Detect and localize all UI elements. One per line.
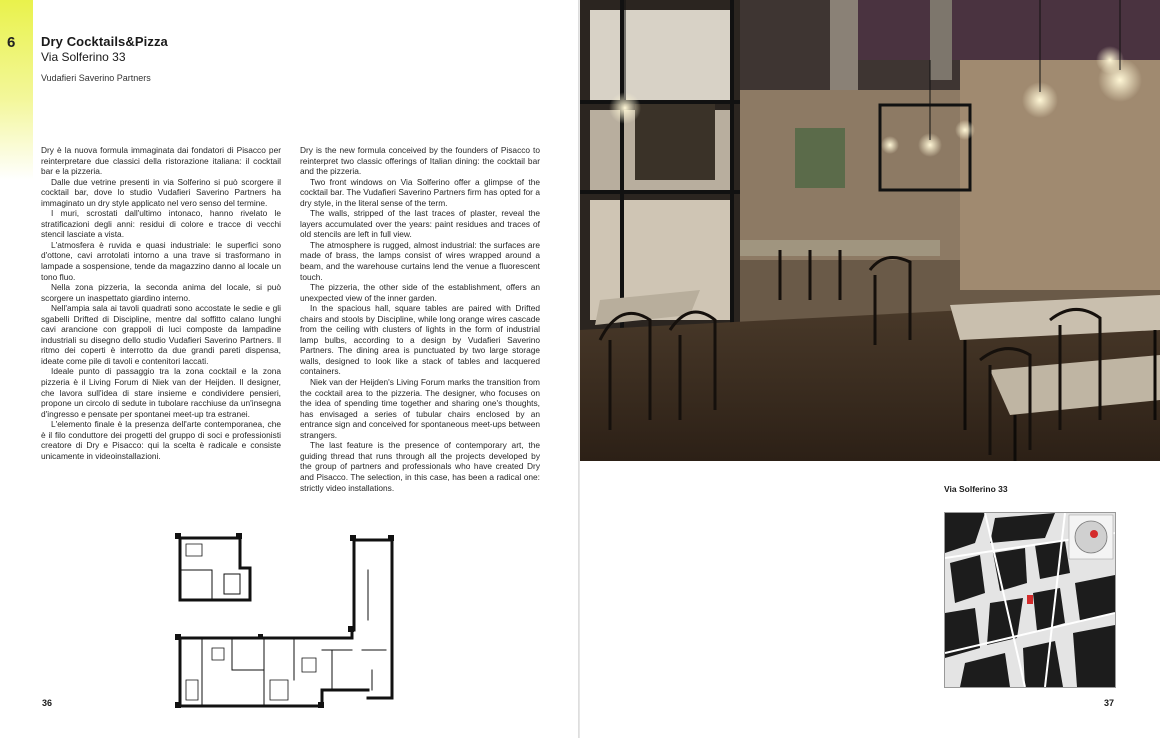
paragraph-it: L'atmosfera è ruvida e quasi industriale: le superfici sono d'ottone, cavi arrotolati intorno a una trave si trasformano in lampade a sospensione, tende da magazzino danno al locale un tono fluo. — [41, 239, 281, 282]
page-number-right: 37 — [1104, 698, 1115, 708]
paragraph-it: Dry è la nuova formula immaginata dai fondatori di Pisacco per reinterpretare due classici della ristorazione italiana: il cocktail bar e la pizzeria. — [41, 145, 281, 177]
right-page — [580, 0, 1160, 738]
italian-text-column — [41, 145, 281, 461]
paragraph-it: I muri, scrostati dall'ultimo intonaco, hanno rivelato le stratificazioni degli anni: residui di colore e tracce di vecchi stencil lasciate a vista. — [41, 208, 281, 240]
location-map — [944, 512, 1116, 688]
paragraph-it: L'elemento finale è la presenza dell'arte contemporanea, che è il filo conduttore dei progetti del gruppo di soci e professionisti creatore di Dry e Pisacco: qui la scelta è radicale e consiste unicamente in videoinstallazioni. — [41, 419, 281, 461]
studio-credit: Vudafieri Saverino Partners — [41, 73, 151, 83]
page-number-left: 36 — [42, 698, 53, 708]
paragraph-en: The last feature is the presence of contemporary art, the guiding thread that runs through all the projects developed by the group of partners and professionals who have created Dry and Pisacco. The selection, in this case, has been a radical one: strictly video installations. — [300, 440, 540, 493]
paragraph-en: Niek van der Heijden's Living Forum marks the transition from the cocktail area to the pizzeria. The designer, who focuses on the idea of spending time together and sharing one's thoughts, has envisaged a series of tubular chairs enclosed by an entrance sign and conceived for spontaneous meet-ups between strangers. — [300, 377, 540, 440]
page-title: Dry Cocktails&Pizza — [41, 34, 168, 49]
english-text-column — [300, 145, 540, 493]
restaurant-interior-photo — [580, 0, 1160, 461]
map-graphic — [945, 513, 1115, 687]
floor-plan — [172, 530, 398, 713]
paragraph-it: Ideale punto di passaggio tra la zona cocktail e la zona pizzeria è il Living Forum di Niek van der Heijden. Il designer, che lavora sull'idea di stare insieme e condividere pensieri, propone un circolo di sedute in tubolare racchiuse da un'insegna d'ingresso e pensate per spontanei meet-up tra estranei. — [41, 366, 281, 419]
paragraph-en: The walls, stripped of the last traces of plaster, reveal the layers accumulated over the years: paint residues and traces of old stencils are left in full view. — [300, 208, 540, 240]
map-caption: Via Solferino 33 — [944, 484, 1008, 494]
paragraph-it: Dalle due vetrine presenti in via Solferino si può scorgere il cocktail bar, dove lo studio Vudafieri Saverino Partners ha immaginato un dry style applicato nel vero senso del termine. — [41, 176, 281, 208]
paragraph-en: The atmosphere is rugged, almost industrial: the surfaces are made of brass, the lamps consist of wires wrapped around a beam, and the warehouse curtains lend the venue a fluorescent touch. — [300, 239, 540, 282]
section-tab — [0, 0, 33, 180]
paragraph-en: Dry is the new formula conceived by the founders of Pisacco to reinterpret two classic offerings of Italian dining: the cocktail bar and the pizzeria. — [300, 145, 540, 177]
paragraph-en: The pizzeria, the other side of the establishment, offers an unexpected view of the inner garden. — [300, 282, 540, 303]
paragraph-it: Nella zona pizzeria, la seconda anima del locale, si può scorgere un inaspettato giardino interno. — [41, 282, 281, 303]
paragraph-en: In the spacious hall, square tables are paired with Drifted chairs and stools by Discipline, while long orange wires cascade from the ceiling with clusters of lights in the form of industrial lamp bulbs, according to a design by Vudafieri Saverino Partners. The dining area is punctuated by two large storage walls, designed to look like a stack of tables and lacquered containers. — [300, 303, 540, 377]
paragraph-en: Two front windows on Via Solferino offer a glimpse of the cocktail bar. The Vudafieri Saverino Partners firm has opted for a dry style, in the literal sense of the term. — [300, 176, 540, 208]
paragraph-it: Nell'ampia sala ai tavoli quadrati sono accostate le sedie e gli sgabelli Drifted di Discipline, mentre dal soffitto calano lunghi cavi arancione con grappoli di luci composte da lampadine industriali su disegno dello studio Vudafieri Saverino Partners. Il ritmo dei coperti è interrotto da due grandi pareti dispensa, ideate come pile di tavoli e contenitori laccati. — [41, 303, 281, 366]
section-number: 6 — [7, 34, 16, 51]
address-subtitle: Via Solferino 33 — [41, 50, 126, 64]
